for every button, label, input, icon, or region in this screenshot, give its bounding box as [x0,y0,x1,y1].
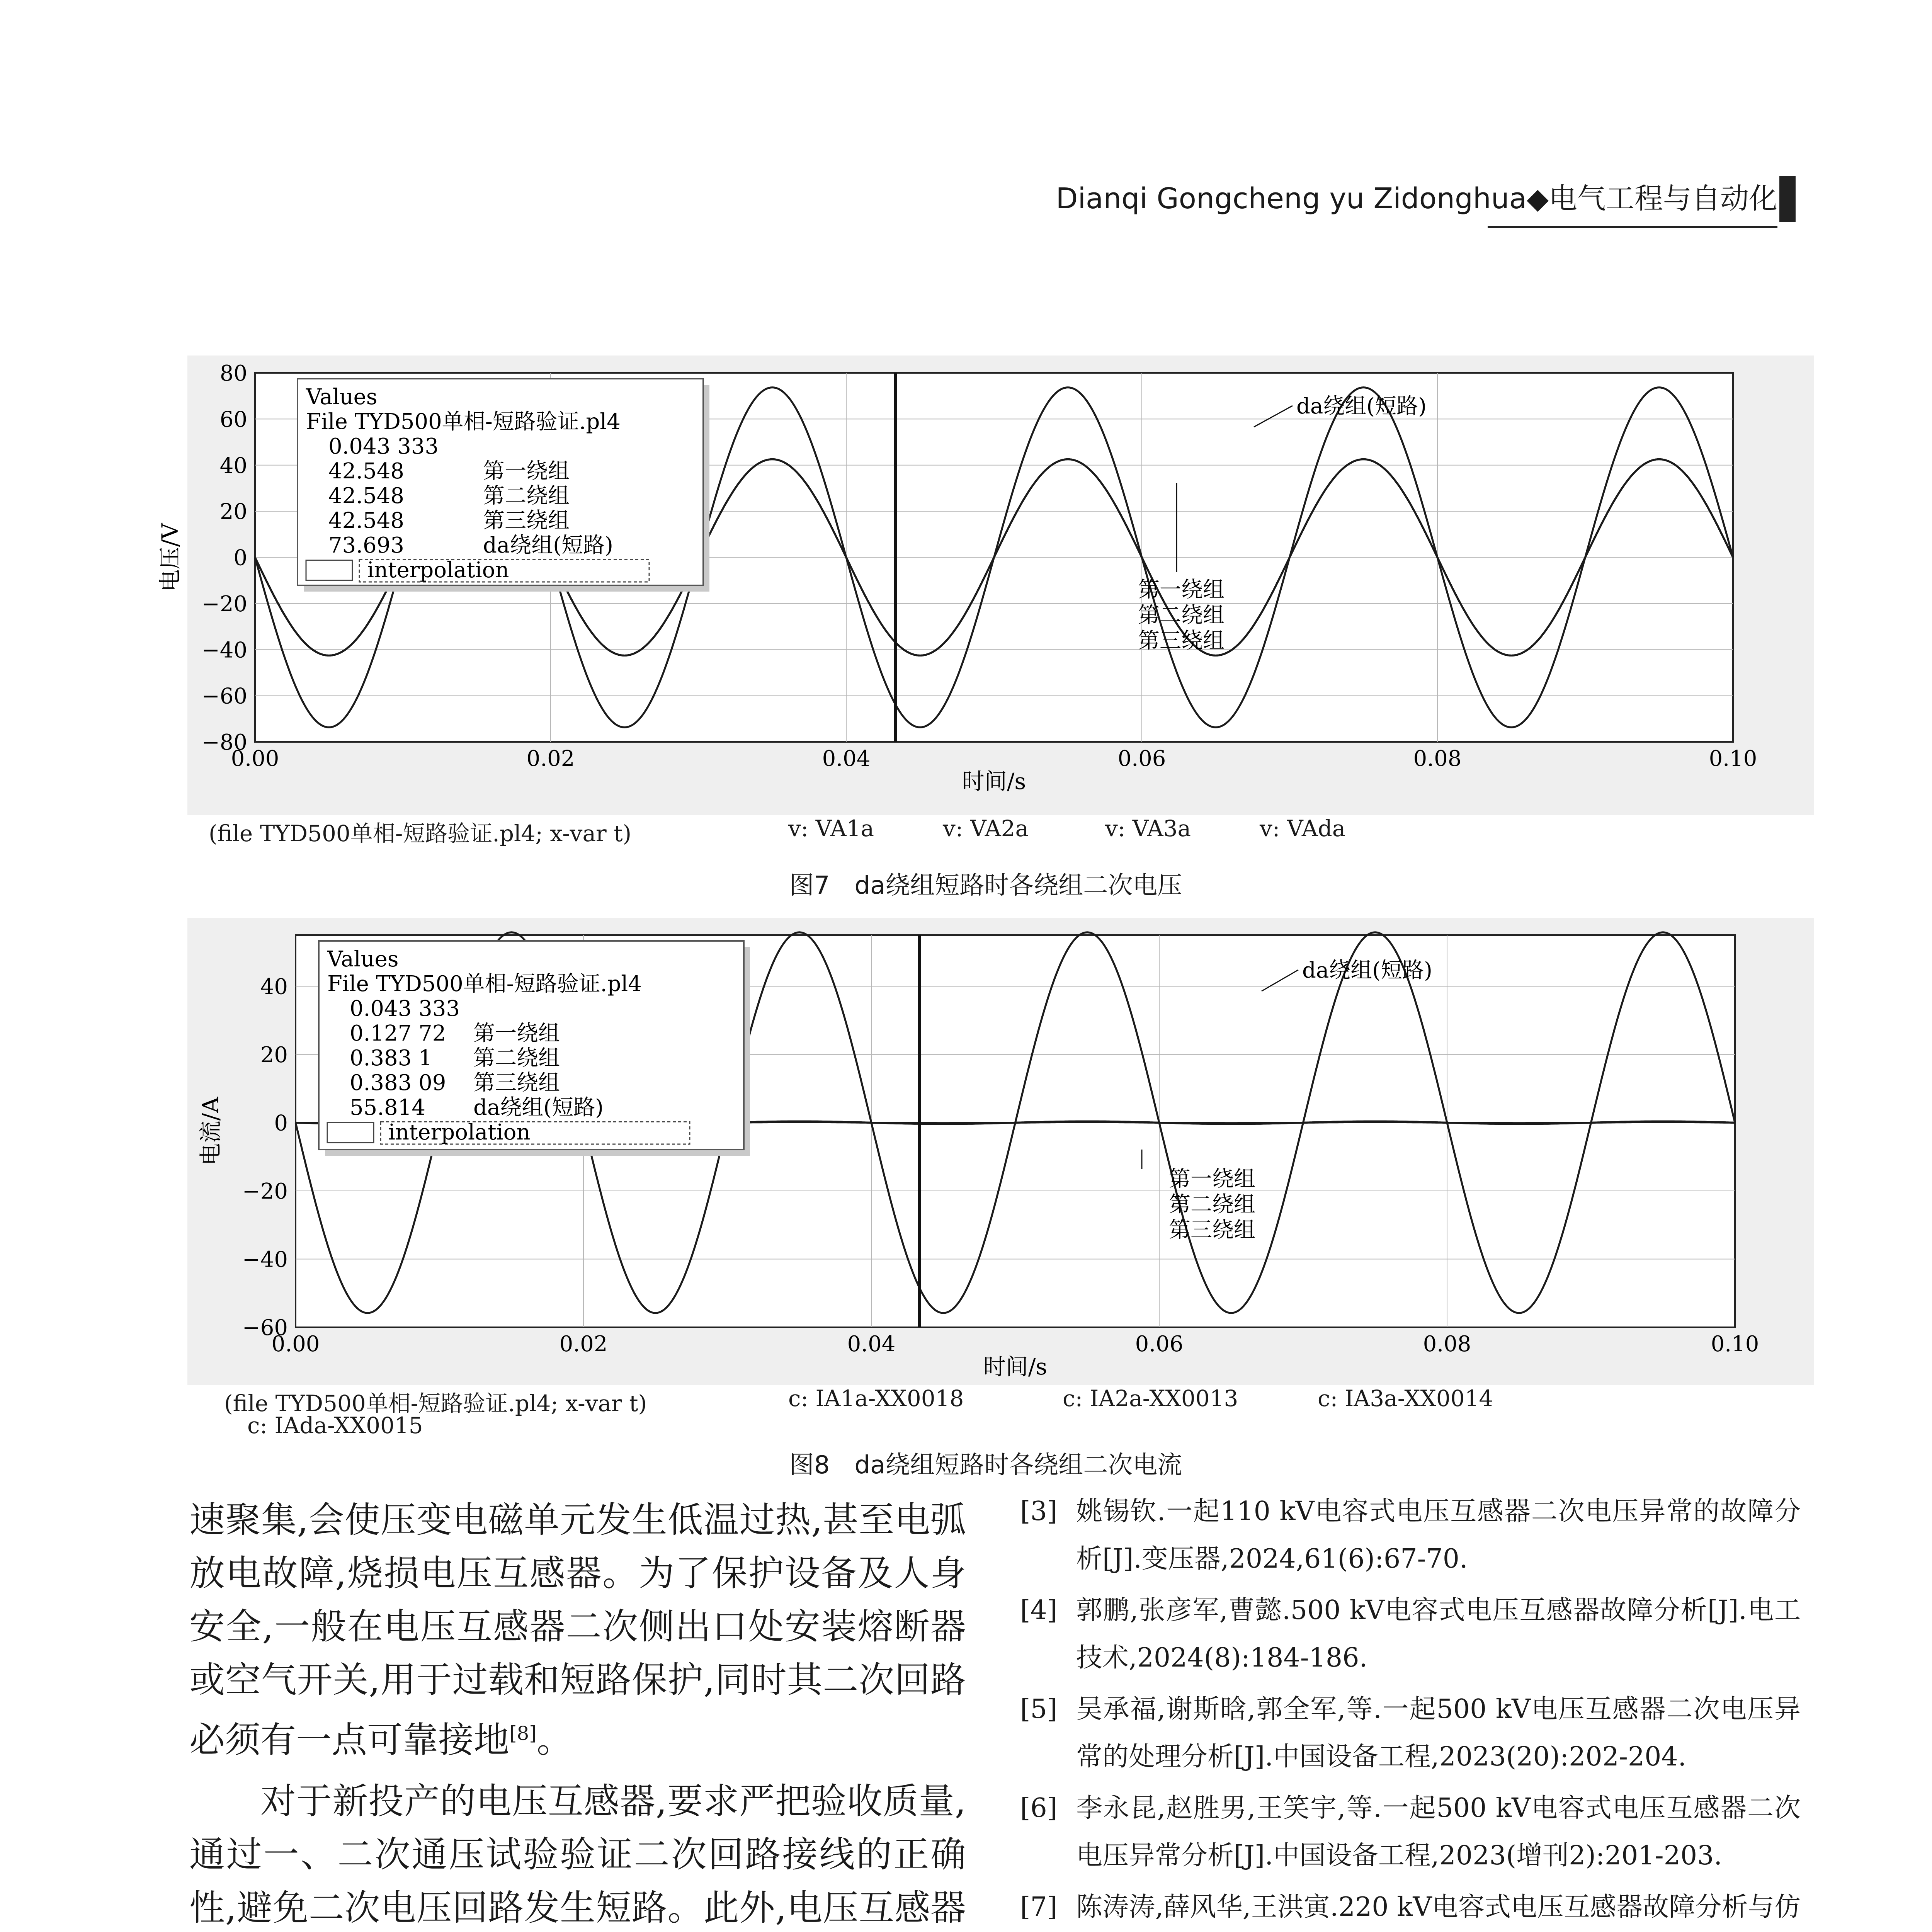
interpolation-label: interpolation [367,558,509,583]
x-tick-label: 0.08 [1413,746,1462,771]
y-tick-label: 0 [274,1111,288,1136]
legend-value: 42.548 [328,483,404,509]
figure-7-caption: 图7 da绕组短路时各绕组二次电压 [789,871,1182,900]
x-tick-label: 0.02 [526,746,575,771]
reference-item: [3] 姚锡钦.一起110 kV电容式电压互感器二次电压异常的故障分析[J].变压器,2024,61(6):67-70. [1020,1496,1801,1574]
y-tick-label: 40 [219,453,247,478]
var-label: v: VA1a [788,815,874,842]
interpolation-checkbox [306,560,352,580]
figure-8-chart [187,918,1814,1385]
x-tick-label: 0.08 [1423,1332,1471,1357]
figure-8-caption: 图8 da绕组短路时各绕组二次电流 [789,1451,1182,1480]
y-tick-label: 20 [260,1042,288,1068]
legend-name: 第三绕组 [473,1070,560,1095]
annotation-label: 第二绕组 [1138,603,1225,628]
legend-name: 第二绕组 [473,1046,560,1071]
annotation-label: da绕组(短路) [1302,958,1432,983]
x-tick-label: 0.04 [822,746,871,771]
legend-value: 42.548 [328,459,404,484]
y-axis-label: 电流/A [197,1097,224,1166]
legend-time: 0.043 333 [350,996,460,1021]
y-tick-label: −40 [242,1247,288,1272]
reference-item: [7] 陈涛涛,薛风华,王洪寅.220 kV电容式电压互感器故障分析与仿 [1020,1892,1801,1922]
y-tick-label: 0 [233,545,247,571]
x-axis-label: 时间/s [983,1354,1048,1380]
y-tick-label: −60 [201,684,247,709]
reference-item: [5] 吴承福,谢斯晗,郭全军,等.一起500 kV电压互感器二次电压异常的处理分析[J].中国设备工程,2023(20):202-204. [1020,1694,1801,1772]
y-axis-label: 电压/V [157,523,183,592]
annotation-label: 第三绕组 [1138,628,1225,653]
annotation-label: 第二绕组 [1169,1192,1255,1217]
legend-value: 42.548 [328,508,404,533]
y-tick-label: −80 [201,730,247,755]
legend-value: 0.127 72 [350,1021,446,1046]
reference-item: [4] 郭鹏,张彦军,曹懿.500 kV电容式电压互感器故障分析[J].电工技术,2024(8):184-186. [1020,1595,1801,1673]
legend-value: 55.814 [350,1095,425,1120]
legend-name: 第二绕组 [483,483,570,509]
x-tick-label: 0.10 [1711,1332,1759,1357]
annotation-label: da绕组(短路) [1296,394,1427,419]
y-tick-label: −20 [242,1179,288,1204]
legend-file: File TYD500单相-短路验证.pl4 [306,409,621,434]
reference-list-right [1020,1488,1801,1932]
header-bar [1779,176,1796,222]
y-tick-label: −60 [242,1315,288,1340]
var-label: v: VAda [1260,815,1346,842]
legend-name: 第一绕组 [483,459,570,484]
header-rule [1488,226,1777,228]
var-label: v: VA2a [943,815,1029,842]
annotation-label: 第三绕组 [1169,1218,1255,1243]
figure-7-file-row [209,815,1346,848]
var-label: c: IA1a-XX0018 [788,1385,964,1412]
var-label: v: VA3a [1105,815,1191,842]
annotation-label: 第一绕组 [1169,1167,1255,1192]
interpolation-checkbox [327,1122,374,1143]
legend-value: 73.693 [328,533,404,558]
legend-name: da绕组(短路) [483,533,613,558]
x-tick-label: 0.06 [1117,746,1166,771]
figure-8-file-row-2: c: IAda-XX0015 [247,1412,423,1439]
interpolation-label: interpolation [388,1120,531,1145]
x-tick-label: 0.06 [1135,1332,1184,1357]
x-tick-label: 0.04 [847,1332,896,1357]
legend-name: 第一绕组 [473,1021,560,1046]
x-axis-label: 时间/s [962,768,1026,794]
legend-title: Values [306,384,378,410]
legend-file: File TYD500单相-短路验证.pl4 [327,971,642,997]
legend-value: 0.383 1 [350,1046,432,1071]
x-tick-label: 0.10 [1709,746,1757,771]
legend-value: 0.383 09 [350,1070,446,1095]
legend-title: Values [327,947,399,972]
body-paragraphs [189,1493,966,1932]
y-tick-label: −40 [201,638,247,663]
y-tick-label: −20 [201,591,247,617]
figure-7-chart [157,355,1814,815]
x-tick-label: 0.00 [271,1332,320,1357]
y-tick-label: 40 [260,974,288,1000]
annotation-label: 第一绕组 [1138,577,1225,602]
legend-name: da绕组(短路) [473,1095,604,1120]
legend-name: 第三绕组 [483,508,570,533]
x-tick-label: 0.00 [231,746,279,771]
file-label: (file TYD500单相-短路验证.pl4; x-var t) [209,820,632,847]
reference-item: [6] 李永昆,赵胜男,王笑宇,等.一起500 kV电容式电压互感器二次电压异常分析[J].中国设备工程,2023(增刊2):201-203. [1020,1793,1801,1871]
file-label: (file TYD500单相-短路验证.pl4; x-var t) [224,1390,647,1417]
paragraph: 对于新投产的电压互感器,要求严把验收质量,通过一、二次通压试验验证二次回路接线的正确性,避免二次电压回路发生短路。此外,电压互感器 [189,1780,966,1929]
running-title: Dianqi Gongcheng yu Zidonghua◆电气工程与自动化 [1056,182,1777,215]
paragraph: 速聚集,会使压变电磁单元发生低温过热,甚至电弧放电故障,烧损电压互感器。为了保护设备及人身安全,一般在电压互感器二次侧出口处安装熔断器或空气开关,用于过载和短路保护,同时其二次回路必须有一点可靠接地[8]。 [189,1499,966,1761]
y-tick-label: 80 [219,361,247,386]
var-label: c: IA3a-XX0014 [1318,1385,1493,1412]
x-tick-label: 0.02 [559,1332,608,1357]
y-tick-label: 20 [219,499,247,525]
var-label: c: IA2a-XX0013 [1063,1385,1238,1412]
citation: [8] [509,1722,537,1745]
legend-time: 0.043 333 [328,434,439,459]
y-tick-label: 60 [219,407,247,432]
